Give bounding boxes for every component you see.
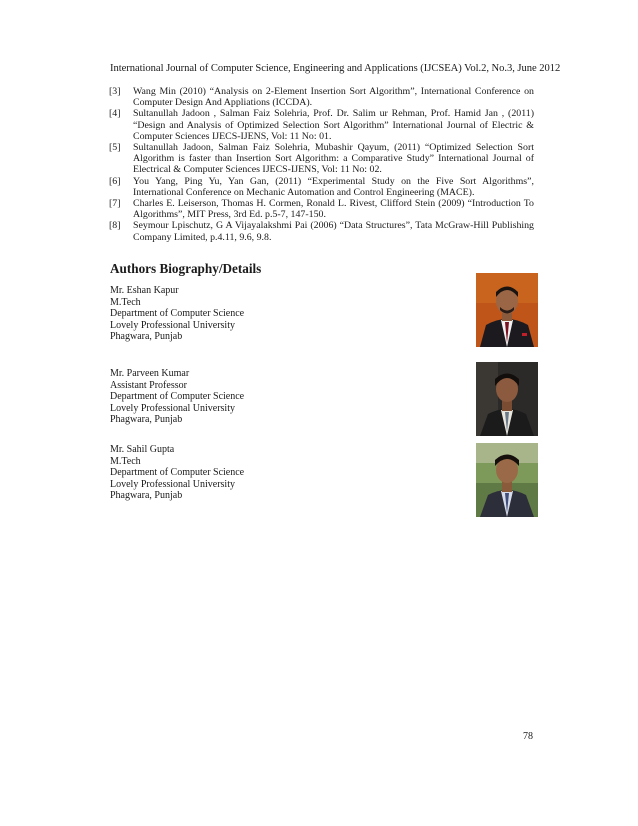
- reference-number: [3]: [109, 86, 121, 97]
- author-location: Phagwara, Punjab: [110, 414, 183, 426]
- author-university: Lovely Professional University: [110, 478, 235, 490]
- author-name: Mr. Parveen Kumar: [110, 368, 190, 379]
- author-university: Lovely Professional University: [110, 402, 235, 414]
- reference-text: Sultanullah Jadoon, Salman Faiz Solehria, Mubashir Qayum, (2011) “Optimized Selection Sort Algorithm is faster than Insertion Sort Algorithm: a Comparative Study” International Journal of Electrical & Computer Sciences IJECS-IJENS, Vol: 11 No: 02.: [133, 142, 534, 176]
- reference-number: [5]: [109, 142, 121, 154]
- reference-item: [109, 142, 534, 176]
- author-name: Mr. Eshan Kapur: [110, 285, 179, 296]
- author-location: Phagwara, Punjab: [110, 331, 183, 343]
- reference-text: You Yang, Ping Yu, Yan Gan, (2011) “Experimental Study on the Five Sort Algorithms”, International Conference on Mechanic Automation and Control Engineering (MACE).: [133, 175, 534, 198]
- author-location: Phagwara, Punjab: [110, 490, 183, 502]
- author-photo: [476, 443, 538, 517]
- author-title: M.Tech: [110, 296, 141, 308]
- reference-number: [8]: [109, 220, 121, 232]
- author-title: M.Tech: [110, 455, 141, 467]
- reference-text: Wang Min (2010) “Analysis on 2-Element Insertion Sort Algorithm”, International Conference on Computer Design And Appliations (ICCDA).: [133, 86, 534, 109]
- author-details: [110, 444, 360, 502]
- author-department: Department of Computer Science: [110, 391, 245, 403]
- author-photo: [476, 273, 538, 347]
- reference-text: Charles E. Leiserson, Thomas H. Cormen, Ronald L. Rivest, Clifford Stein (2009) “Introduction To Algorithms”, MIT Press, 3rd Ed. p.5-7, 147-150.: [133, 198, 534, 221]
- author-department: Department of Computer Science: [110, 467, 245, 479]
- journal-header: International Journal of Computer Science, Engineering and Applications (IJCSEA) Vol.2, No.3, June 2012: [110, 63, 561, 74]
- reference-item: [109, 220, 534, 242]
- author-photo: [476, 362, 538, 436]
- author-university: Lovely Professional University: [110, 319, 235, 331]
- author-title: Assistant Professor: [110, 379, 187, 391]
- biography-heading: Authors Biography/Details: [110, 261, 262, 276]
- reference-item: [109, 198, 534, 220]
- reference-number: [7]: [109, 198, 121, 210]
- author-department: Department of Computer Science: [110, 308, 245, 320]
- reference-list: [109, 86, 534, 243]
- reference-item: [109, 86, 534, 108]
- reference-text: Sultanullah Jadoon , Salman Faiz Solehria, Prof. Dr. Salim ur Rehman, Prof. Hamid Jan , (2011) “Design and Analysis of Optimized Selection Sort Algorithm” International Journal of Electric & Computer Sciences IJECS-IJENS, Vol: 11 No: 01.: [133, 108, 534, 142]
- author-details: [110, 285, 360, 343]
- page-number: 78: [523, 731, 533, 742]
- author-details: [110, 368, 360, 426]
- reference-text: Seymour Lpischutz, G A Vijayalakshmi Pai (2006) “Data Structures”, Tata McGraw-Hill Publishing Company Limited, p.4.11, 9.6, 9.8.: [133, 220, 534, 243]
- reference-number: [6]: [109, 175, 121, 187]
- reference-item: [109, 108, 534, 142]
- reference-item: [109, 176, 534, 198]
- reference-number: [4]: [109, 108, 121, 120]
- author-name: Mr. Sahil Gupta: [110, 444, 175, 455]
